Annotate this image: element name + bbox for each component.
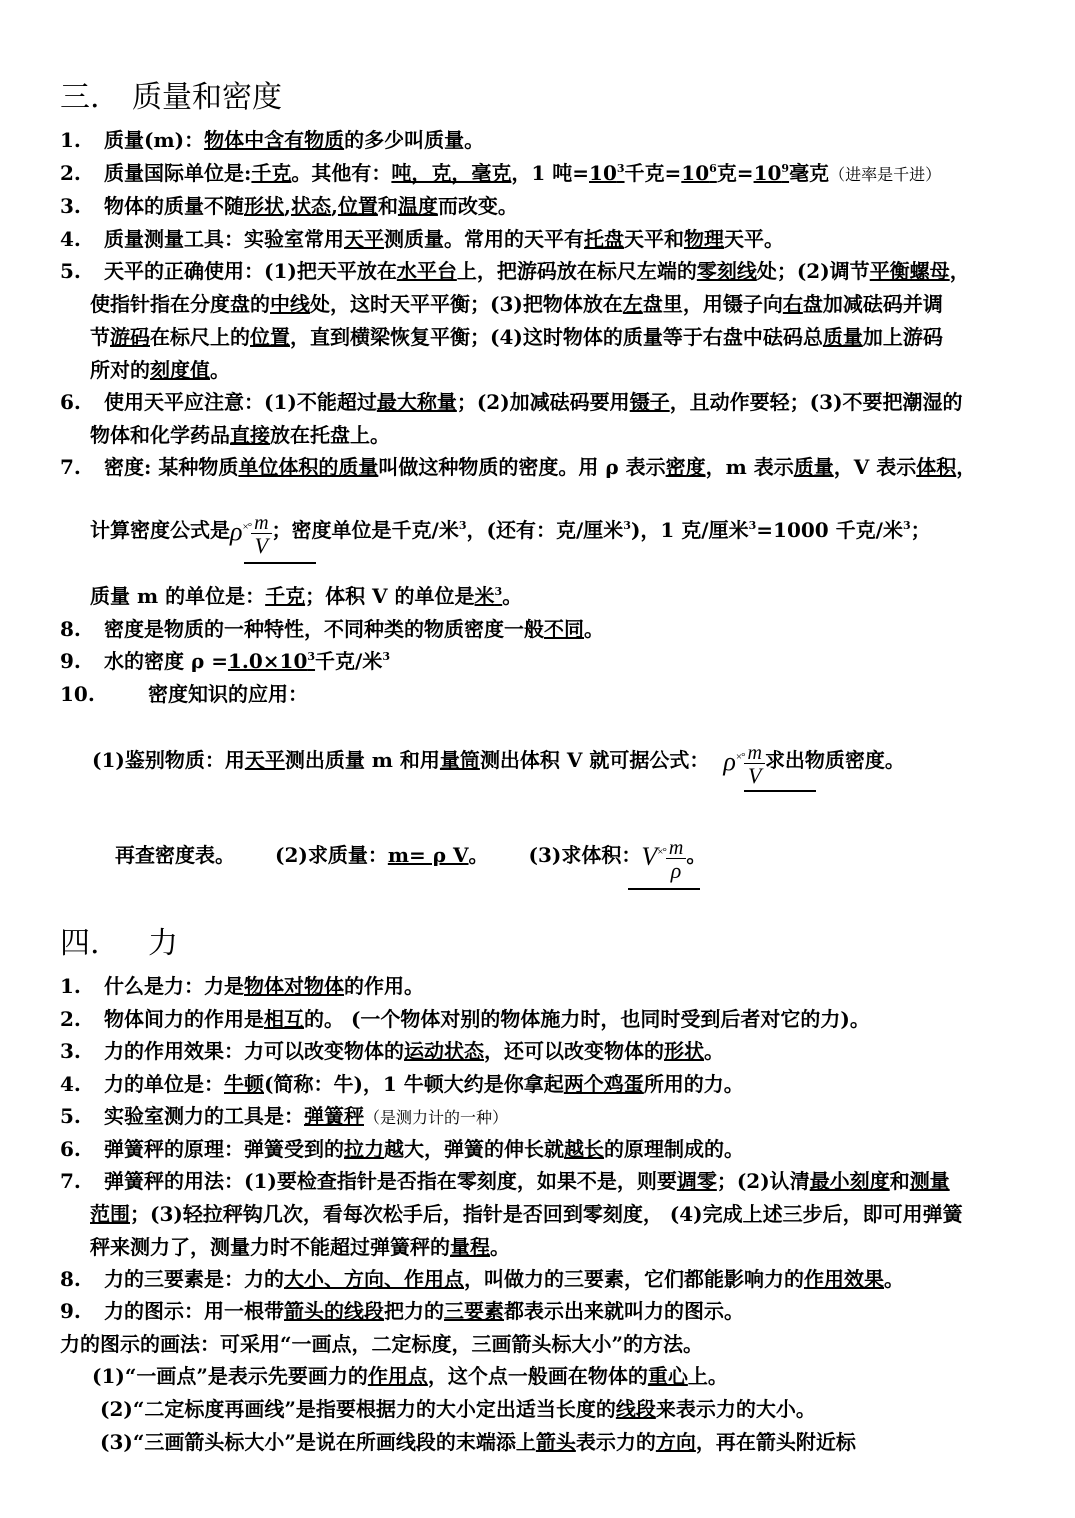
underlined-text [589,161,625,185]
s3-item-6-line-2 [90,423,390,447]
underlined-text [475,584,503,608]
text: 的原理制成的。 [604,1137,744,1161]
text: 质量国际单位是: [104,161,252,185]
underlined-text: 形状 [664,1039,704,1063]
text: 水的密度 ρ = [104,649,228,673]
text: 计算密度公式是 [90,517,230,542]
volume-formula [641,830,686,883]
underlined-text: 质量 [822,325,863,349]
text: 和 [889,1169,910,1193]
text: 表示力的 [575,1430,656,1454]
s4-draw-step-1 [92,1364,728,1388]
text: , [284,194,291,218]
text: 毫克 [789,161,830,185]
text: 越大，弹簧的伸长就 [384,1137,564,1161]
text: 。 [584,617,604,641]
formula-operator: ×° [242,521,252,533]
superscript: 3 [616,162,625,175]
text: 天平和 [624,227,684,251]
text: (2)求质量： [275,842,388,867]
formula-operator: ×° [735,751,745,763]
s3-item-5-line-2 [90,292,943,316]
s4-item-6 [60,1137,744,1161]
underlined-text: 温度 [397,194,438,218]
text: 质量 m 的单位是： [90,584,266,608]
underlined-text: 单位体积的质量 [238,455,379,479]
text: 什么是力：力是 [104,974,244,998]
underlined-text: 最大称量 [376,390,457,414]
text: ，(还有：克/厘米 [466,517,624,542]
text: ，V 表示 [833,455,917,479]
text: 。 [686,842,707,867]
text: 秤来测力了，测量力时不能超过弹簧秤的 [90,1235,450,1259]
text: 的。 (一个物体对别的物体施力时，也同时受到后者对它的力)。 [304,1007,870,1031]
text: (1)鉴别物质：用 [92,747,245,772]
text: 把力的 [384,1299,444,1323]
item-number: 6. [60,1137,81,1161]
section-3-title [60,72,282,116]
item-number: 4. [60,227,81,251]
text: , [330,194,338,218]
text: 盘里，用镊子向 [642,292,783,316]
underlined-text: 刻度值 [150,358,210,382]
item-number: 9. [60,649,81,673]
item-number: 1. [60,974,81,998]
s4-item-7-line-1 [60,1169,950,1193]
item-number: 3. [60,194,81,218]
s3-item-5-line-1 [60,259,970,283]
section-title-text: 质量和密度 [132,80,282,115]
underlined-text: 不同 [544,617,584,641]
underlined-text: 测量 [909,1169,950,1193]
section-number: 四. [60,926,100,961]
superscript: 3 [902,518,911,532]
text: ，m 表示 [705,455,794,479]
text: 天平。 [724,227,784,251]
underlined-text: 平衡螺母 [869,259,950,283]
text: 。 [490,1235,510,1259]
item-number: 2. [60,1007,81,1031]
underlined-text [228,649,315,673]
text: 盘加减砝码并调 [802,292,943,316]
item-number: 4. [60,1072,81,1096]
formula-underline [244,562,316,564]
s3-item-3 [60,194,518,218]
text: ；(2)认清 [716,1169,810,1193]
superscript: 3 [458,518,467,532]
s3-item-2 [60,161,941,187]
text: 质量(m)： [104,128,205,152]
underlined-text: 弹簧秤 [304,1104,364,1128]
note-text: （是测力计的一种） [364,1108,509,1127]
formula-denominator: V [254,532,269,558]
underlined-text: 物体中含有物质 [204,128,345,152]
text: 10 [681,161,710,185]
density-formula [723,735,765,788]
underlined-text: 镊子 [629,390,670,414]
superscript: 9 [781,162,790,175]
formula-operator: ×° [657,846,666,858]
s3-item-8 [60,617,604,641]
s3-item-5-line-4 [90,358,230,382]
text: 再查密度表。 [115,842,235,867]
text: (2)“二定标度再画线”是指要根据力的大小定出适当长度的 [100,1397,616,1421]
text: 来表示力的大小。 [655,1397,816,1421]
text: 密度: 某种物质 [104,455,239,479]
underlined-text: 水平台 [396,259,457,283]
underlined-text: 两个鸡蛋 [563,1072,644,1096]
s4-item-9 [60,1299,744,1323]
underlined-text: 体积 [916,455,957,479]
underlined-text: 最小刻度 [809,1169,890,1193]
text: 密度是物质的一种特性，不同种类的物质密度一般 [104,617,544,641]
text: 放在托盘上。 [270,423,390,447]
text: 使用天平应注意：(1)不能超过 [104,390,377,414]
text: ；密度单位是千克/米 [271,517,459,542]
text: 1.0×10 [227,649,308,673]
underlined-text: 形状 [244,194,284,218]
s3-item-7-line-3 [90,584,522,608]
text: 所对的 [90,358,150,382]
text: 测出质量 m 和用 [284,747,440,772]
text: 弹簧秤的用法：(1)要检查指针是否指在零刻度，如果不是，则要 [104,1169,677,1193]
text: 弹簧秤的原理：弹簧受到的 [104,1137,344,1161]
item-number: 3. [60,1039,81,1063]
underlined-text: 密度 [665,455,706,479]
text: 测质量。常用的天平有 [384,227,584,251]
underlined-text: 直接 [230,423,270,447]
formula-numerator: m [251,513,271,534]
formula-underline [628,888,700,890]
formula-underline [744,790,816,792]
underlined-text: 右 [782,292,803,316]
text: 处；(2)调节 [756,259,870,283]
item-number: 8. [60,1267,81,1291]
text: 。 [210,358,230,382]
text: ；(3)轻拉秤钩几次，看每次松手后，指针是否回到零刻度， (4)完成上述三步后，即可用弹簧 [130,1202,963,1226]
text: ； [910,517,931,542]
item-number: 8. [60,617,81,641]
text: 处，这时天平平衡；(3)把物体放在 [310,292,623,316]
item-number: 5. [60,259,81,283]
text: ；(2)加减砝码要用 [456,390,630,414]
text: ， [956,455,977,479]
underlined-text: 千克 [251,161,292,185]
formula-fraction [251,513,271,558]
s4-item-5 [60,1104,508,1130]
text: 米 [474,584,495,608]
text: ，叫做力的三要素，它们都能影响力的 [464,1267,804,1291]
s4-item-3 [60,1039,724,1063]
underlined-text: 物理 [684,227,724,251]
text: 使指针指在分度盘的 [90,292,270,316]
underlined-text [681,161,717,185]
item-number: 2. [60,161,81,185]
text: ，直到横梁恢复平衡；(4)这时物体的质量等于右盘中砝码总 [290,325,823,349]
section-4-title [60,918,178,962]
underlined-text: 吨，克，毫克 [391,161,512,185]
note-text: （进率是千进） [829,165,942,184]
underlined-text: 天平 [244,747,285,772]
underlined-text: 箭头的线段 [284,1299,384,1323]
text: 物体间力的作用是 [104,1007,264,1031]
s4-draw-step-2 [100,1397,816,1421]
text: 天平的正确使用：(1)把天平放在 [104,259,397,283]
item-number: 7. [60,1169,81,1193]
underlined-text: 零刻线 [696,259,757,283]
underlined-text: 箭头 [535,1430,576,1454]
text: (简称：牛)，1 牛顿大约是你拿起 [264,1072,564,1096]
text: ，再在箭头附近标 [695,1430,856,1454]
underlined-text: 大小、方向、作用点 [284,1267,464,1291]
superscript: 6 [709,162,717,175]
text: ，还可以改变物体的 [484,1039,664,1063]
text: ，这个点一般画在物体的 [427,1364,648,1388]
underlined-text: 三要素 [444,1299,504,1323]
text: 求出物质密度。 [764,747,905,772]
text: 质量测量工具：实验室常用 [104,227,344,251]
text: 上，把游码放在标尺左端的 [456,259,697,283]
item-number: 6. [60,390,81,414]
s3-item-5-line-3 [90,325,943,349]
underlined-text: 作用点 [367,1364,428,1388]
underlined-text: 越长 [564,1137,604,1161]
text: 。 [502,584,523,608]
item-number: 1. [60,128,81,152]
text: 10 [589,161,617,185]
s3-item-7-line-2 [90,505,931,558]
text: 力的图示：用一根带 [104,1299,284,1323]
text: 的作用。 [344,974,424,998]
text: 节 [90,325,110,349]
text: =1000 千克/米 [756,517,903,542]
s3-item-9 [60,649,390,673]
underlined-text: 游码 [110,325,150,349]
item-number: 10. [60,682,95,706]
text: 测出体积 V 就可据公式： [479,747,710,772]
section-number: 三. [60,80,100,115]
underlined-text: 天平 [344,227,384,251]
formula-numerator: m [744,743,764,764]
underlined-text: 位置 [337,194,378,218]
text: ，1 吨= [511,161,590,185]
s4-draw-heading [60,1332,703,1356]
s4-item-8 [60,1267,904,1291]
underlined-text: 运动状态 [404,1039,484,1063]
superscript: 3 [748,518,757,532]
superscript: 3 [307,650,316,663]
s3-item-10 [60,682,308,706]
text: 。 [884,1267,904,1291]
text: 加上游码 [862,325,943,349]
text: 的多少叫质量。 [344,128,485,152]
formula-denominator: V [747,762,762,788]
s4-item-2 [60,1007,870,1031]
s4-item-4 [60,1072,744,1096]
text: 实验室测力的工具是： [104,1104,304,1128]
text: 。 [468,842,489,867]
text: 在标尺上的 [150,325,250,349]
text: 叫做这种物质的密度。用 ρ 表示 [378,455,666,479]
formula-symbol: V [641,842,658,871]
s3-item-10-line-2 [115,830,706,883]
underlined-text: 千克 [265,584,306,608]
text: ， [949,259,970,283]
formula-numerator: m [666,838,686,859]
text: )，1 克/厘米 [630,517,749,542]
underlined-text: 范围 [90,1202,130,1226]
text: 和 [377,194,398,218]
text: 力的图示的画法：可采用“一画点，二定标度，三画箭头标大小”的方法。 [60,1332,704,1356]
underlined-text: 调零 [676,1169,717,1193]
s3-item-10-line-1 [92,735,905,788]
underlined-text: 相互 [264,1007,304,1031]
underlined-text: 牛顿 [224,1072,264,1096]
text: 物体和化学药品 [90,423,230,447]
text: 力的单位是： [104,1072,224,1096]
underlined-text: 质量 [793,455,834,479]
underlined-text: 托盘 [584,227,624,251]
underlined-text: 量程 [450,1235,490,1259]
text: (3)“三画箭头标大小”是说在所画线段的末端添上 [100,1430,536,1454]
underlined-text: 作用效果 [804,1267,884,1291]
formula-fraction [666,838,686,883]
text: (1)“一画点”是表示先要画力的 [92,1364,368,1388]
text: 。其他有： [291,161,392,185]
formula-fraction [744,743,764,788]
s3-item-6-line-1 [60,390,963,414]
s3-item-4 [60,227,784,251]
underlined-text: 位置 [250,325,290,349]
item-number: 9. [60,1299,81,1323]
text: ，且动作要轻；(3)不要把潮湿的 [669,390,963,414]
s4-item-7-line-2 [90,1202,963,1226]
underlined-text: 左 [622,292,643,316]
text: 密度知识的应用： [148,682,308,706]
underlined-text: 状态 [290,194,331,218]
text: ；体积 V 的单位是 [305,584,475,608]
underlined-text: 方向 [655,1430,696,1454]
text: 而改变。 [437,194,518,218]
text: (3)求体积： [528,842,642,867]
text: 千克= [624,161,682,185]
formula-symbol: ρ [230,517,243,546]
text: 上。 [687,1364,728,1388]
s3-item-1 [60,128,484,152]
text: 千克/米 [315,649,383,673]
item-number: 7. [60,455,81,479]
underlined-text: 重心 [647,1364,688,1388]
underlined-text [754,161,790,185]
superscript: 3 [382,650,390,663]
superscript: 3 [623,518,631,532]
item-number: 5. [60,1104,81,1128]
formula-denominator: ρ [670,857,682,883]
section-title-text: 力 [148,926,178,961]
text: 力的作用效果：力可以改变物体的 [104,1039,404,1063]
text: 所用的力。 [643,1072,744,1096]
formula-symbol: ρ [723,747,736,776]
text: 10 [753,161,782,185]
s4-item-1 [60,974,424,998]
s4-item-7-line-3 [90,1235,510,1259]
underlined-text: 拉力 [344,1137,384,1161]
text: 克= [716,161,754,185]
underlined-text: 线段 [615,1397,656,1421]
underlined-text: 中线 [270,292,310,316]
text: 物体的质量不随 [104,194,244,218]
text: 力的三要素是：力的 [104,1267,284,1291]
s3-item-7-line-1 [60,455,976,479]
s4-draw-step-3 [100,1430,856,1454]
superscript: 3 [494,585,503,598]
underlined-text: 量筒 [439,747,480,772]
underlined-text: m= ρ V [387,842,469,867]
underlined-text: 物体对物体 [244,974,344,998]
text: 。 [704,1039,724,1063]
density-formula [230,505,272,558]
text: 都表示出来就叫力的图示。 [504,1299,744,1323]
